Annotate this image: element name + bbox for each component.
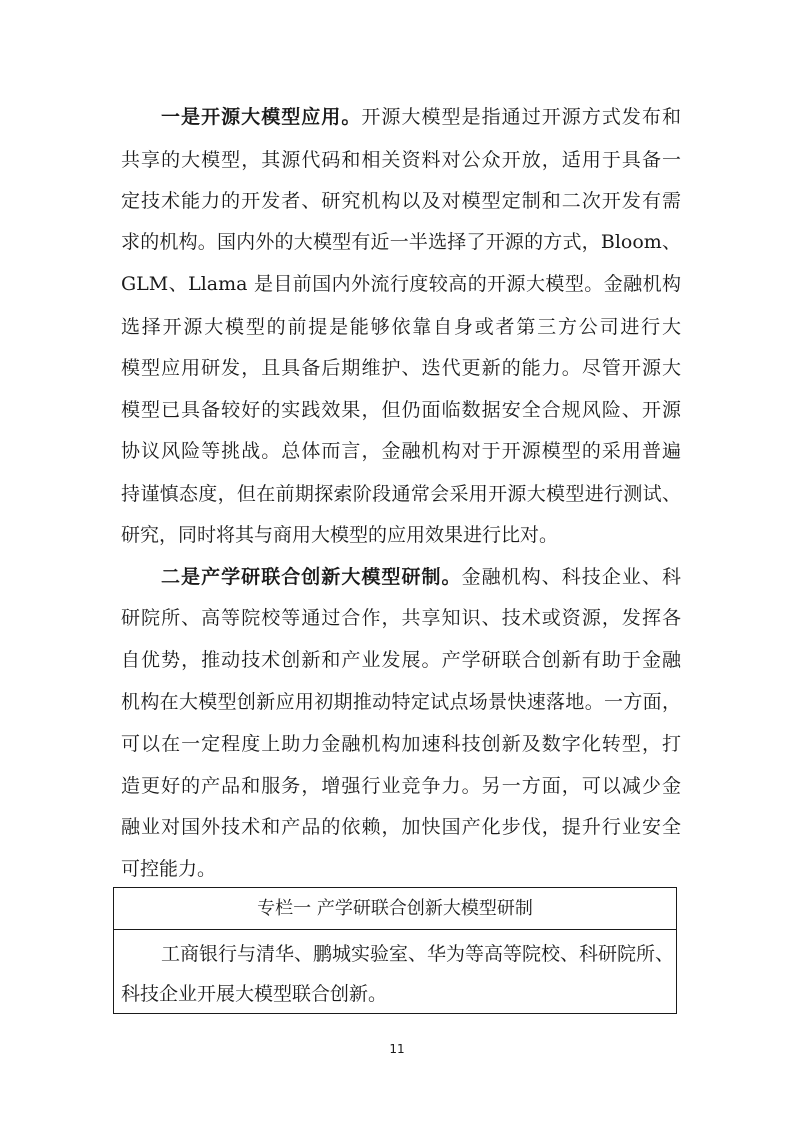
- sidebar-box: [113, 887, 677, 1014]
- paragraph-1-line-5: GLM、Llama 是目前国内外流行度较高的开源大模型。金融机构: [121, 273, 681, 295]
- sidebar-box-title: 专栏一 产学研联合创新大模型研制: [114, 888, 676, 930]
- paragraph-1-heading: 一是开源大模型应用。: [161, 106, 362, 128]
- paragraph-1-line-1-text: 开源大模型是指通过开源方式发布和: [361, 106, 681, 128]
- paragraph-1-line-3: 定技术能力的开发者、研究机构以及对模型定制和二次开发有需: [121, 190, 681, 212]
- paragraph-1-line-4: 求的机构。国内外的大模型有近一半选择了开源的方式，Bloom、: [121, 231, 681, 253]
- paragraph-2-line-8: 可控能力。: [121, 858, 217, 880]
- paragraph-1-line-7: 模型应用研发，且具备后期维护、迭代更新的能力。尽管开源大: [121, 357, 681, 379]
- paragraph-1-line-8: 模型已具备较好的实践效果，但仍面临数据安全合规风险、开源: [121, 399, 681, 421]
- paragraph-1-line-10: 持谨慎态度，但在前期探索阶段通常会采用开源大模型进行测试、: [121, 483, 681, 505]
- paragraph-1-line-2: 共享的大模型，其源代码和相关资料对公众开放，适用于具备一: [121, 149, 681, 171]
- paragraph-2-line-2: 研院所、高等院校等通过合作，共享知识、技术或资源，发挥各: [121, 607, 681, 629]
- paragraph-1-line-1: [161, 105, 681, 129]
- paragraph-2-line-5: 可以在一定程度上助力金融机构加速科技创新及数字化转型，打: [121, 733, 681, 755]
- paragraph-2-line-1: [161, 565, 681, 589]
- paragraph-2-line-3: 自优势，推动技术创新和产业发展。产学研联合创新有助于金融: [121, 649, 681, 671]
- paragraph-1-line-6: 选择开源大模型的前提是能够依靠自身或者第三方公司进行大: [121, 316, 681, 338]
- sidebar-box-line-1: 工商银行与清华、鹏城实验室、华为等高等院校、科研院所、: [161, 943, 675, 965]
- paragraph-2-line-6: 造更好的产品和服务，增强行业竞争力。另一方面，可以减少金: [121, 775, 681, 797]
- sidebar-box-line-2: 科技企业开展大模型联合创新。: [121, 983, 388, 1005]
- page-number: 11: [389, 1042, 405, 1056]
- paragraph-2-line-1-text: 金融机构、科技企业、科: [461, 566, 681, 588]
- paragraph-1-line-11: 研究，同时将其与商用大模型的应用效果进行比对。: [121, 524, 559, 546]
- paragraph-2-heading: 二是产学研联合创新大模型研制。: [161, 566, 462, 588]
- paragraph-2-line-7: 融业对国外技术和产品的依赖，加快国产化步伐，提升行业安全: [121, 816, 681, 838]
- paragraph-2-line-4: 机构在大模型创新应用初期推动特定试点场景快速落地。一方面，: [121, 691, 681, 713]
- paragraph-1-line-9: 协议风险等挑战。总体而言，金融机构对于开源模型的采用普遍: [121, 440, 681, 462]
